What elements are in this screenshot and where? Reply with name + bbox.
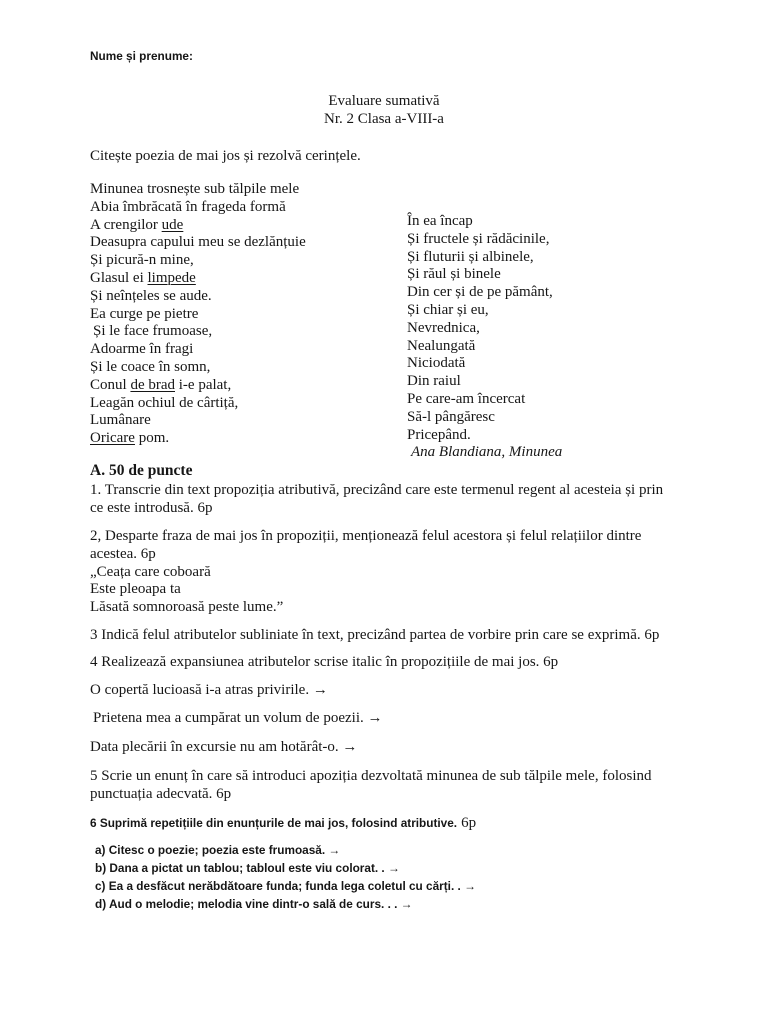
list-item: a) Citesc o poezie; poezia este frumoasă. → [95, 843, 341, 857]
question-6-list [95, 841, 476, 913]
poem-line: Din raiul [407, 373, 461, 390]
question-text: 6 Suprimă repetițiile din enunțurile de mai jos, folosind atributive. [90, 816, 458, 830]
poem-line [90, 430, 306, 448]
section-heading-text: A. 50 de puncte [90, 462, 193, 479]
title-line-2: Nr. 2 Clasa a-VIII-a [324, 110, 444, 127]
instructions [90, 148, 361, 166]
poem-line: Să-l pângăresc [407, 408, 495, 425]
question-text: ce este introdusă. 6p [90, 499, 213, 516]
question-text: 2, Desparte fraza de mai jos în propoziții, menționează felul acestora și felul relațiilor dintre [90, 528, 642, 544]
poem-line: Din cer și de pe pământ, [407, 284, 553, 301]
poem-line: Abia îmbrăcată în frageda formă [90, 198, 286, 215]
poem-line: Și neînțeles se aude. [90, 287, 212, 304]
exercise-sentence-text: Prietena mea a cumpărat un volum de poezii. → [93, 710, 383, 726]
poem-line: Și picură-n mine, [90, 252, 194, 269]
poem-line: Lumânare [90, 412, 151, 429]
underlined-attribute: Oricare [90, 430, 135, 447]
question-4 [90, 654, 558, 672]
poem-line: În ea încap [407, 213, 473, 229]
question-text: 3 Indică felul atributelor subliniate în text, precizând partea de vorbire prin care se exprimă. 6p [90, 627, 660, 643]
student-name-label-block [90, 47, 193, 65]
poem-line-text: i-e palat, [175, 376, 232, 393]
question-text: punctuația adecvată. 6p [90, 785, 232, 802]
poem-line: Nealungată [407, 337, 476, 354]
poem-line: Leagăn ochiul de cârtiță, [90, 394, 239, 411]
poem-line: Și fructele și rădăcinile, [407, 230, 550, 247]
poem-line-text: Conul [90, 376, 131, 393]
poem-line: Și le coace în somn, [90, 358, 211, 375]
poem-attribution: Ana Blandiana, Minunea [411, 444, 563, 461]
poem-line-text: Glasul ei [90, 269, 148, 286]
title-line-1: Evaluare sumativă [328, 93, 440, 109]
instructions-text: Citește poezia de mai jos și rezolvă cerințele. [90, 148, 361, 164]
poem-line: Și chiar și eu, [407, 301, 489, 318]
poem-line: Deasupra capului meu se dezlănțuie [90, 234, 306, 251]
question-line [90, 815, 476, 833]
poem-line: Și răul și binele [407, 266, 501, 283]
list-item: b) Dana a pictat un tablou; tabloul este viu colorat. . → [95, 861, 400, 875]
poem-line [90, 270, 306, 288]
document-title [0, 93, 768, 129]
question-6 [90, 815, 476, 833]
exercise-sentence [90, 710, 382, 728]
question-3 [90, 627, 659, 645]
question-1 [90, 482, 663, 518]
poem-line: Și le face frumoase, [93, 323, 213, 340]
poem-line-text: A crengilor [90, 216, 162, 233]
poem-line: Nevrednica, [407, 319, 480, 336]
poem-right-column [407, 213, 562, 462]
section-heading [90, 462, 192, 480]
poem-line [90, 217, 306, 235]
underlined-attribute: ude [161, 216, 184, 233]
quote-line: „Ceața care coboară [90, 563, 211, 580]
question-text: 5 Scrie un enunț în care să introduci apoziția dezvoltată minunea de sub tălpile mele, folosind [90, 768, 652, 784]
list-item: d) Aud o melodie; melodia vine dintr-o sală de curs. . . → [95, 897, 413, 911]
exercise-sentence [90, 682, 328, 700]
student-name-label: Nume și prenume: [90, 49, 193, 63]
quote-line: Este pleoapa ta [90, 581, 181, 598]
underlined-attribute: limpede [147, 269, 196, 286]
question-text: acestea. 6p [90, 545, 156, 562]
poem-left-column [90, 181, 306, 448]
question-5 [90, 768, 652, 804]
poem-line-text: pom. [134, 430, 170, 447]
poem-line: Minunea trosnește sub tălpile mele [90, 181, 300, 197]
exercise-sentence-text: Data plecării în excursie nu am hotărât-o. → [90, 739, 358, 755]
poem-line: Și fluturii și albinele, [407, 248, 534, 265]
exercise-sentence-text: O copertă lucioasă i-a atras privirile. → [90, 682, 328, 698]
exercise-sentence [90, 739, 357, 757]
poem-line: Adoarme în fragi [90, 341, 194, 358]
question-points: 6p [461, 815, 477, 831]
poem-line: Pricepând. [407, 426, 471, 443]
poem-line: Pe care-am încercat [407, 390, 526, 407]
question-text: 4 Realizează expansiunea atributelor scrise italic în propozițiile de mai jos. 6p [90, 654, 559, 670]
poem-line: Ea curge pe pietre [90, 305, 199, 322]
question-2 [90, 528, 641, 617]
quote-line: Lăsată somnoroasă peste lume.” [90, 599, 284, 616]
list-item: c) Ea a desfăcut nerăbdătoare funda; funda lega coletul cu cărți. . → [95, 879, 476, 893]
underlined-attribute: de brad [130, 376, 175, 393]
poem-line [90, 377, 306, 395]
poem-line: Niciodată [407, 355, 466, 372]
question-text: 1. Transcrie din text propoziția atributivă, precizând care este termenul regent al acesteia și prin [90, 482, 664, 498]
